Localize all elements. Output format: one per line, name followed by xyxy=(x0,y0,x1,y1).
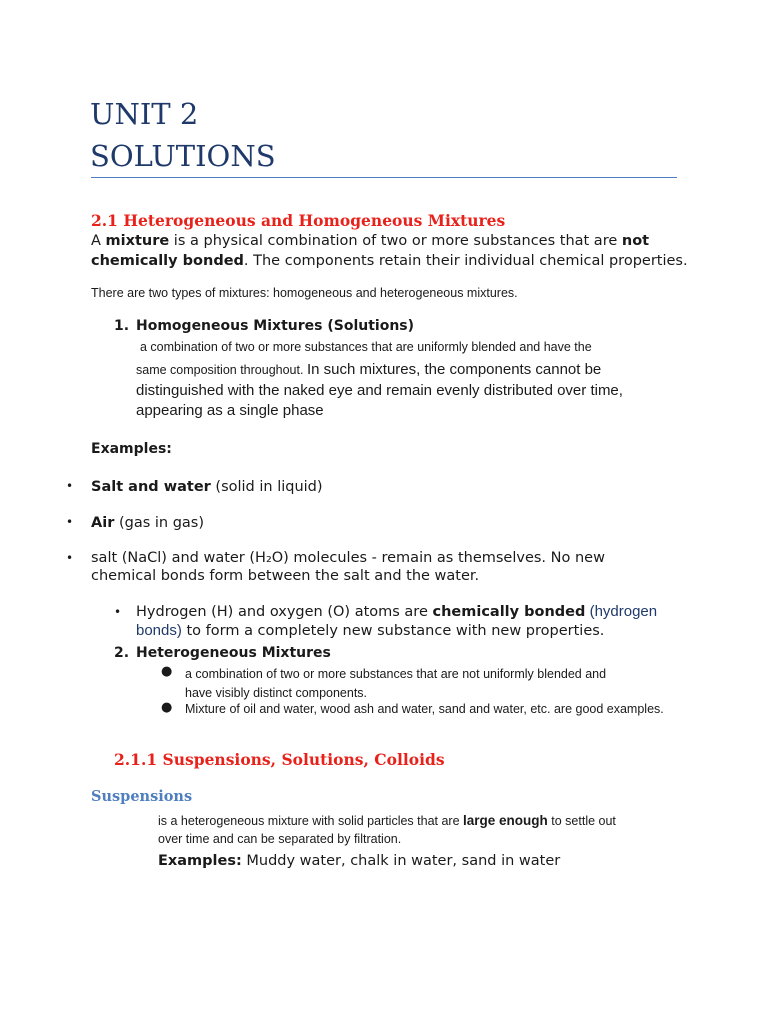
suspensions-line-1 xyxy=(158,810,616,829)
heterogeneous-bullet-1 xyxy=(185,665,606,703)
intro-bold-mixture: mixture xyxy=(105,233,170,249)
bullet-icon: • xyxy=(66,479,74,493)
example-bold: Air xyxy=(91,515,115,531)
salt-note-line-2: chemical bonds form between the salt and the water. xyxy=(91,568,480,584)
suspensions-examples xyxy=(158,851,560,871)
example-rest: (solid in liquid) xyxy=(210,479,323,495)
suspensions-line-2: over time and can be separated by filtration. xyxy=(158,832,402,846)
list-number: 2. xyxy=(114,645,130,661)
bullet-icon: ● xyxy=(161,700,173,715)
intro-text: is a physical combination of two or more substances that are xyxy=(169,233,622,249)
unit-number: UNIT 2 xyxy=(90,97,199,131)
homogeneous-def-text: same composition throughout. xyxy=(136,363,307,377)
bullet-icon: • xyxy=(114,605,122,619)
examples-label: Examples: xyxy=(91,441,172,457)
heterogeneous-bullet-line: have visibly distinct components. xyxy=(185,686,368,700)
intro-line-2 xyxy=(91,251,688,271)
homogeneous-def-line-1: a combination of two or more substances that are uniformly blended and have the xyxy=(140,340,592,354)
suspensions-examples-text: Muddy water, chalk in water, sand in water xyxy=(241,853,561,869)
hydrogen-blue: (hydrogen xyxy=(585,603,658,620)
homogeneous-def-line-4: appearing as a single phase xyxy=(136,402,324,419)
heterogeneous-bullet-line: a combination of two or more substances that are not uniformly blended and xyxy=(185,667,607,681)
example-item-air xyxy=(91,513,204,533)
intro-text: A xyxy=(91,233,106,249)
intro-bold-not: not xyxy=(621,233,650,249)
bullet-icon: • xyxy=(66,515,74,529)
intro-line-1 xyxy=(91,231,649,251)
section-2-1-1-heading: 2.1.1 Suspensions, Solutions, Colloids xyxy=(114,750,445,769)
suspensions-examples-label: Examples: xyxy=(158,853,242,869)
salt-note-line-1: salt (NaCl) and water (H₂O) molecules - remain as themselves. No new xyxy=(91,550,605,566)
hydrogen-text: Hydrogen (H) and oxygen (O) atoms are xyxy=(136,604,433,620)
section-2-1-heading: 2.1 Heterogeneous and Homogeneous Mixtures xyxy=(91,211,506,230)
list-number: 1. xyxy=(114,318,130,334)
hydrogen-note-line-2 xyxy=(136,621,604,641)
bullet-icon: • xyxy=(66,551,74,565)
suspensions-bold: large enough xyxy=(463,813,548,828)
example-bold: Salt and water xyxy=(91,479,211,495)
suspensions-text: to settle out xyxy=(547,814,616,828)
suspensions-text: is a heterogeneous mixture with solid particles that are xyxy=(158,814,464,828)
hydrogen-blue: bonds) xyxy=(136,622,182,639)
intro-text: . The components retain their individual chemical properties. xyxy=(243,253,688,269)
heterogeneous-title: Heterogeneous Mixtures xyxy=(136,645,331,661)
bullet-icon: ● xyxy=(161,664,173,679)
homogeneous-def-line-2 xyxy=(136,359,601,378)
hydrogen-text: to form a completely new substance with new properties. xyxy=(181,623,605,639)
suspensions-heading: Suspensions xyxy=(91,788,193,805)
homogeneous-def-line-3: distinguished with the naked eye and remain evenly distributed over time, xyxy=(136,382,623,399)
intro-bold-chemically-bonded: chemically bonded xyxy=(91,253,244,269)
title-divider xyxy=(91,177,677,178)
example-rest: (gas in gas) xyxy=(114,515,204,531)
hydrogen-note-line-1 xyxy=(136,602,657,622)
unit-title xyxy=(90,93,276,177)
heterogeneous-bullet-2: Mixture of oil and water, wood ash and water, sand and water, etc. are good examples. xyxy=(185,702,664,716)
types-sentence: There are two types of mixtures: homogeneous and heterogeneous mixtures. xyxy=(91,286,518,300)
salt-note xyxy=(91,549,605,585)
homogeneous-title: Homogeneous Mixtures (Solutions) xyxy=(136,318,415,334)
homogeneous-def-text: In such mixtures, the components cannot be xyxy=(306,361,602,378)
unit-name: SOLUTIONS xyxy=(90,139,276,173)
example-item-salt-water xyxy=(91,477,323,497)
hydrogen-bold: chemically bonded xyxy=(432,604,586,620)
